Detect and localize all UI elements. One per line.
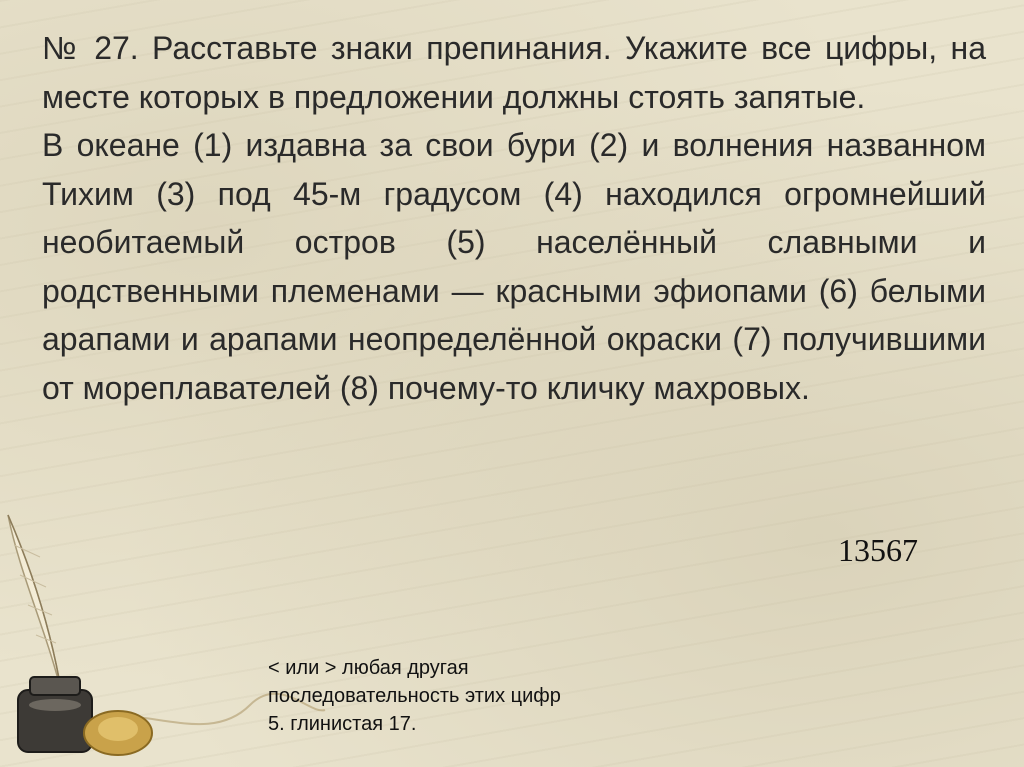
- note-line-1: < или > любая другая: [268, 657, 469, 679]
- answer-note: [268, 654, 668, 738]
- note-line-2: последовательность этих цифр: [268, 685, 561, 707]
- answer-value: 13567: [838, 532, 918, 568]
- task-block: [42, 24, 986, 412]
- task-heading: № 27. Расставьте знаки препинания. Укажите все цифры, на месте которых в предложении должны стоять запятые.: [42, 30, 986, 115]
- note-line-3: 5. глинистая 17.: [268, 713, 417, 735]
- task-sentence: В океане (1) издавна за свои бури (2) и волнения названном Тихим (3) под 45-м градусом (4) находился огромнейший необитаемый остров (5) населённый славными и родственными племенами — красными эфиопами (6) белыми арапами и арапами неопределённой окраски (7) получившими от мореплавателей (8) почему-то кличку махровых.: [42, 127, 986, 406]
